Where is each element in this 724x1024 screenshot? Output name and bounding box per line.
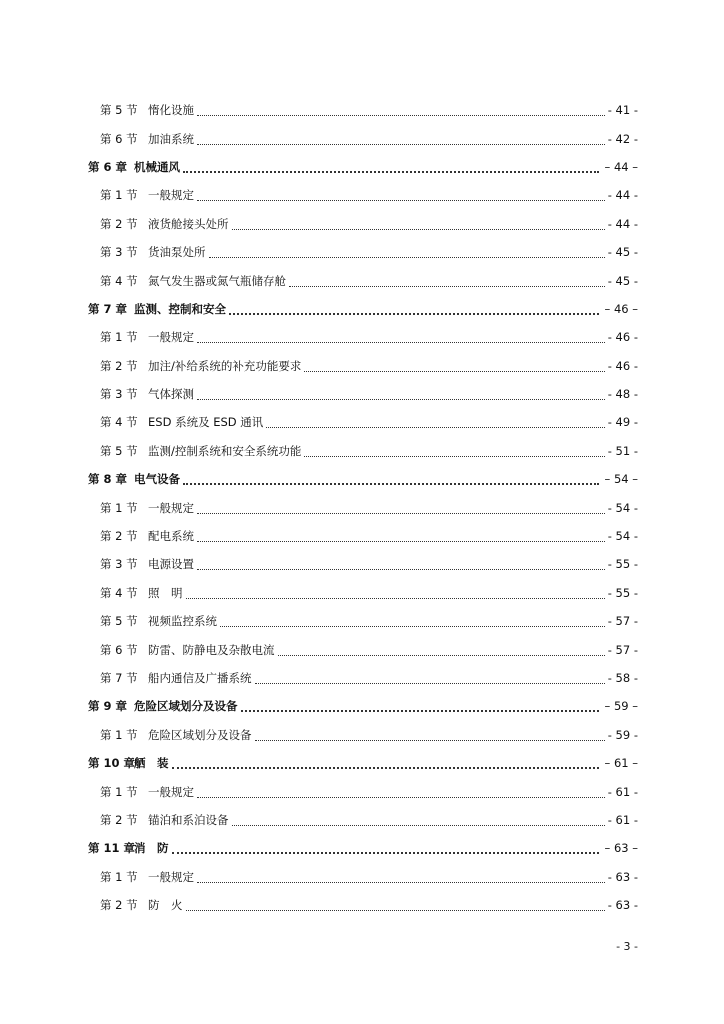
toc-entry-title: 舾 装 xyxy=(134,756,169,771)
toc-section-entry[interactable] xyxy=(0,635,724,663)
toc-entry-page: - 42 - xyxy=(607,131,638,146)
dot-leader xyxy=(304,370,604,372)
toc-entry-title: 一般规定 xyxy=(148,188,194,203)
toc-entry-title: 船内通信及广播系统 xyxy=(148,671,252,685)
toc-entry-title: 视频监控系统 xyxy=(148,614,217,629)
toc-entry-number: 第 11 章 xyxy=(88,841,136,856)
dot-leader xyxy=(289,285,605,287)
toc-entry-title: 加注/补给系统的补充功能要求 xyxy=(148,358,302,373)
toc-entry-title: 一般规定 xyxy=(148,500,194,515)
dot-leader xyxy=(197,796,605,798)
table-of-contents xyxy=(0,96,724,919)
toc-entry-number: 第 7 节 xyxy=(100,671,138,685)
dot-leader xyxy=(183,483,599,485)
toc-entry-page: – 46 – xyxy=(604,301,638,316)
dot-leader xyxy=(266,426,604,428)
toc-entry-title: 货油泵处所 xyxy=(148,245,206,260)
toc-entry-page: - 51 - xyxy=(607,443,638,458)
toc-entry-number: 第 1 节 xyxy=(100,188,138,203)
toc-chapter-entry[interactable] xyxy=(0,465,724,493)
dot-leader xyxy=(197,143,605,145)
toc-entry-title: 防雷、防静电及杂散电流 xyxy=(148,642,275,657)
dot-leader xyxy=(186,597,605,599)
toc-entry-number: 第 6 章 xyxy=(88,159,128,174)
toc-entry-number: 第 2 节 xyxy=(100,358,138,373)
toc-entry-title: 惰化设施 xyxy=(148,103,194,118)
toc-entry-page: - 63 - xyxy=(607,869,638,884)
toc-section-entry[interactable] xyxy=(0,721,724,749)
toc-entry-title: 锚泊和系泊设备 xyxy=(148,812,229,827)
toc-section-entry[interactable] xyxy=(0,806,724,834)
toc-entry-title: 监测、控制和安全 xyxy=(134,301,226,316)
toc-chapter-entry[interactable] xyxy=(0,834,724,862)
dot-leader xyxy=(255,739,605,741)
toc-section-entry[interactable] xyxy=(0,579,724,607)
toc-section-entry[interactable] xyxy=(0,124,724,152)
toc-entry-title: 危险区域划分及设备 xyxy=(134,699,238,714)
toc-entry-title: 一般规定 xyxy=(148,330,194,345)
toc-entry-number: 第 1 节 xyxy=(100,727,138,742)
toc-entry-number: 第 3 节 xyxy=(100,387,138,402)
toc-entry-page: - 45 - xyxy=(607,245,638,260)
dot-leader xyxy=(197,398,605,400)
toc-entry-page: - 41 - xyxy=(607,103,638,118)
toc-section-entry[interactable] xyxy=(0,210,724,238)
toc-entry-title: 照 明 xyxy=(148,585,183,600)
toc-entry-title: 机械通风 xyxy=(134,159,180,174)
dot-leader xyxy=(220,625,605,627)
dot-leader xyxy=(197,512,605,514)
toc-entry-page: – 54 – xyxy=(604,472,638,487)
toc-entry-number: 第 4 节 xyxy=(100,273,138,288)
toc-chapter-entry[interactable] xyxy=(0,692,724,720)
toc-entry-page: – 63 – xyxy=(604,841,638,856)
toc-entry-number: 第 5 节 xyxy=(100,103,138,118)
toc-entry-number: 第 8 章 xyxy=(88,472,128,487)
toc-entry-page: - 58 - xyxy=(607,671,638,685)
toc-entry-title: 一般规定 xyxy=(148,869,194,884)
dot-leader xyxy=(229,313,599,315)
toc-section-entry[interactable] xyxy=(0,408,724,436)
toc-entry-number: 第 1 节 xyxy=(100,500,138,515)
toc-section-entry[interactable] xyxy=(0,522,724,550)
toc-entry-number: 第 6 节 xyxy=(100,131,138,146)
toc-entry-page: - 45 - xyxy=(607,273,638,288)
toc-entry-number: 第 5 节 xyxy=(100,614,138,629)
dot-leader xyxy=(209,256,605,258)
dot-leader xyxy=(197,568,605,570)
dot-leader xyxy=(197,114,605,116)
toc-entry-number: 第 9 章 xyxy=(88,699,128,714)
dot-leader xyxy=(241,710,600,712)
dot-leader xyxy=(172,852,600,854)
toc-entry-title: 危险区域划分及设备 xyxy=(148,727,252,742)
dot-leader xyxy=(197,540,605,542)
toc-entry-page: - 57 - xyxy=(607,642,638,657)
toc-entry-page: - 55 - xyxy=(607,585,638,600)
toc-entry-number: 第 2 节 xyxy=(100,898,138,913)
toc-entry-number: 第 4 节 xyxy=(100,585,138,600)
toc-entry-title: 加油系统 xyxy=(148,131,194,146)
toc-entry-title: ESD 系统及 ESD 通讯 xyxy=(148,415,264,430)
toc-entry-number: 第 5 节 xyxy=(100,443,138,458)
toc-entry-page: – 44 – xyxy=(604,159,638,174)
dot-leader xyxy=(197,341,605,343)
dot-leader xyxy=(172,767,600,769)
toc-entry-page: - 54 - xyxy=(607,529,638,544)
toc-entry-number: 第 3 节 xyxy=(100,245,138,260)
toc-entry-title: 消 防 xyxy=(134,841,169,856)
dot-leader xyxy=(255,682,605,684)
toc-entry-number: 第 1 节 xyxy=(100,784,138,799)
dot-leader xyxy=(197,199,605,201)
toc-entry-number: 第 4 节 xyxy=(100,415,138,430)
toc-entry-number: 第 6 节 xyxy=(100,642,138,657)
toc-section-entry[interactable] xyxy=(0,266,724,294)
toc-entry-number: 第 10 章 xyxy=(88,756,136,771)
toc-entry-title: 配电系统 xyxy=(148,529,194,544)
toc-entry-number: 第 2 节 xyxy=(100,216,138,231)
toc-entry-title: 监测/控制系统和安全系统功能 xyxy=(148,443,302,458)
toc-entry-title: 防 火 xyxy=(148,898,183,913)
toc-entry-page: - 63 - xyxy=(607,898,638,913)
toc-entry-page: - 57 - xyxy=(607,614,638,629)
toc-entry-title: 一般规定 xyxy=(148,784,194,799)
toc-entry-number: 第 2 节 xyxy=(100,529,138,544)
toc-entry-number: 第 3 节 xyxy=(100,557,138,572)
toc-entry-page: - 54 - xyxy=(607,500,638,515)
toc-entry-page: - 61 - xyxy=(607,812,638,827)
dot-leader xyxy=(186,909,605,911)
dot-leader xyxy=(197,881,605,883)
toc-section-entry[interactable] xyxy=(0,238,724,266)
toc-entry-number: 第 7 章 xyxy=(88,301,128,316)
toc-section-entry[interactable] xyxy=(0,380,724,408)
toc-section-entry[interactable] xyxy=(0,607,724,635)
toc-section-entry[interactable] xyxy=(0,493,724,521)
toc-entry-title: 电气设备 xyxy=(134,472,180,487)
toc-entry-title: 液货舱接头处所 xyxy=(148,216,229,231)
toc-entry-page: - 61 - xyxy=(607,784,638,799)
toc-section-entry[interactable] xyxy=(0,323,724,351)
toc-entry-page: - 44 - xyxy=(607,188,638,203)
dot-leader xyxy=(278,654,605,656)
toc-section-entry[interactable] xyxy=(0,96,724,124)
page-number: - 3 - xyxy=(616,940,638,953)
toc-entry-page: - 55 - xyxy=(607,557,638,572)
toc-entry-title: 电源设置 xyxy=(148,557,194,572)
toc-entry-page: – 61 – xyxy=(604,756,638,771)
dot-leader xyxy=(232,824,605,826)
toc-section-entry[interactable] xyxy=(0,181,724,209)
toc-entry-title: 气体探测 xyxy=(148,387,194,402)
toc-entry-page: - 48 - xyxy=(607,387,638,402)
toc-entry-page: - 44 - xyxy=(607,216,638,231)
toc-entry-page: - 49 - xyxy=(607,415,638,430)
dot-leader xyxy=(232,228,605,230)
toc-section-entry[interactable] xyxy=(0,437,724,465)
dot-leader xyxy=(183,171,599,173)
toc-chapter-entry[interactable] xyxy=(0,749,724,777)
toc-section-entry[interactable] xyxy=(0,863,724,891)
toc-section-entry[interactable] xyxy=(0,891,724,919)
toc-section-entry[interactable] xyxy=(0,550,724,578)
toc-section-entry[interactable] xyxy=(0,352,724,380)
toc-section-entry[interactable] xyxy=(0,777,724,805)
toc-entry-number: 第 1 节 xyxy=(100,330,138,345)
toc-entry-page: - 59 - xyxy=(607,727,638,742)
toc-entry-page: – 59 – xyxy=(604,699,638,714)
toc-entry-title: 氮气发生器或氮气瓶储存舱 xyxy=(148,273,286,288)
dot-leader xyxy=(304,455,604,457)
toc-entry-page: - 46 - xyxy=(607,358,638,373)
toc-entry-number: 第 2 节 xyxy=(100,812,138,827)
toc-chapter-entry[interactable] xyxy=(0,153,724,181)
toc-chapter-entry[interactable] xyxy=(0,295,724,323)
toc-section-entry[interactable] xyxy=(0,664,724,692)
toc-entry-page: - 46 - xyxy=(607,330,638,345)
toc-entry-number: 第 1 节 xyxy=(100,869,138,884)
